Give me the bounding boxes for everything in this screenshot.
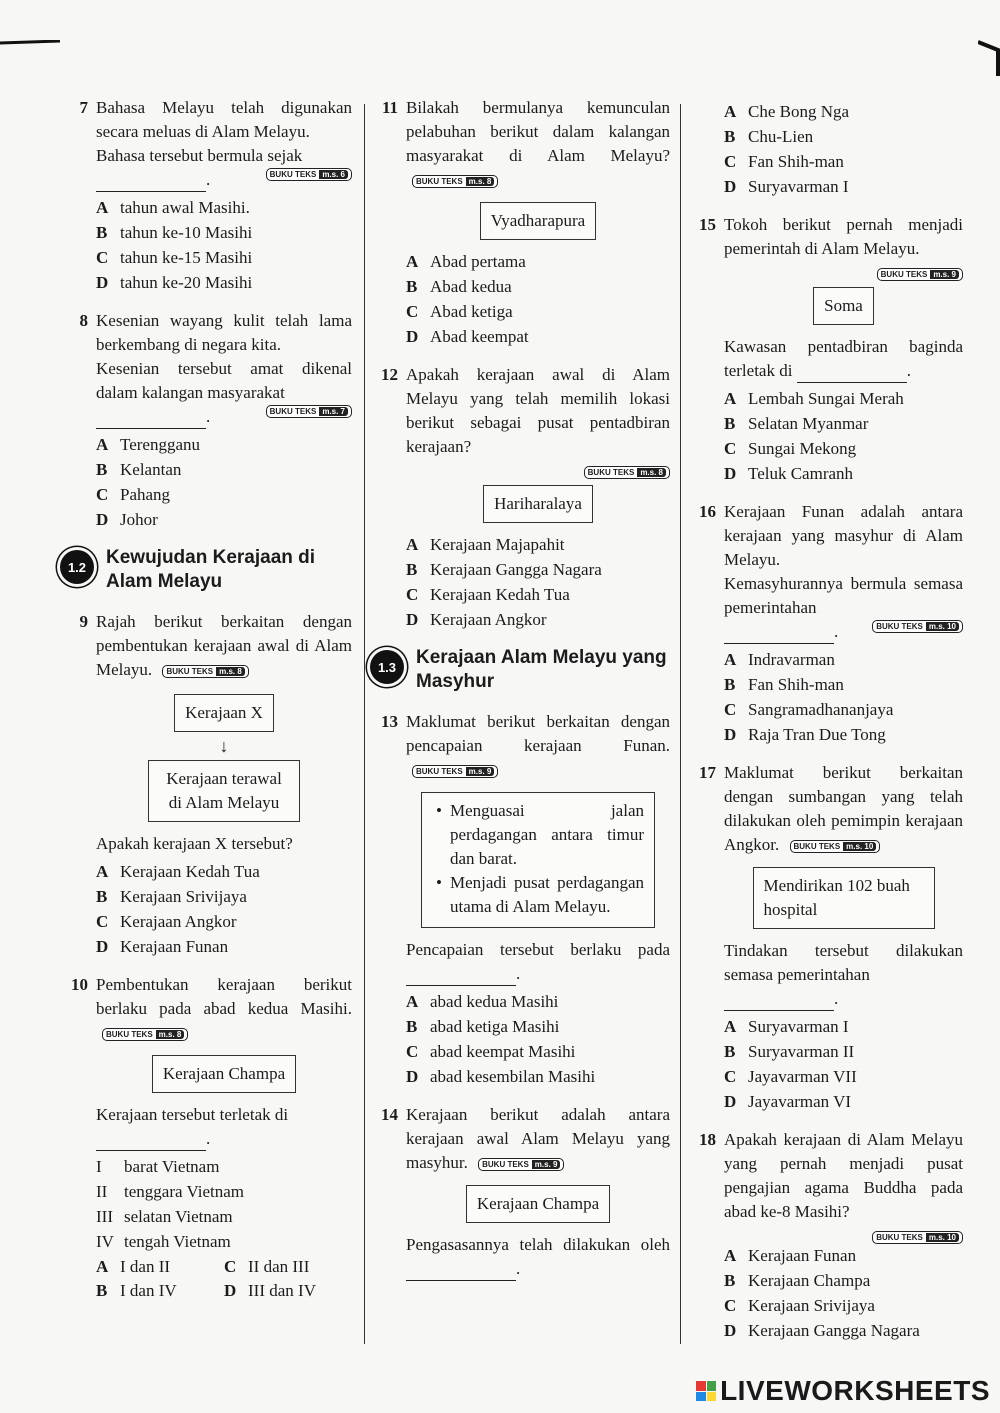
- info-box: Kerajaan Champa: [466, 1185, 610, 1223]
- textbook-reference: BUKU TEKS m.s. 9: [412, 765, 498, 778]
- info-box: Mendirikan 102 buah hospital: [753, 867, 935, 929]
- option-d[interactable]: D Suryavarman I: [724, 177, 849, 196]
- section-number-badge: 1.3: [370, 650, 404, 684]
- diagram-box-kerajaan-terawal: Kerajaan terawal di Alam Melayu: [148, 760, 300, 822]
- question-14-options: [688, 100, 963, 199]
- options: [724, 100, 963, 199]
- option-c[interactable]: C Jayavarman VII: [724, 1067, 857, 1086]
- section-heading-1-3: [370, 646, 670, 694]
- question-stem: Bilakah bermulanya kemunculan pelabuhan berikut dalam kalangan masyarakat di Alam Melayu? BUKU TEKS m.s. 8: [406, 98, 670, 186]
- question-number: 11: [381, 98, 398, 117]
- section-number-badge: 1.2: [60, 550, 94, 584]
- question-12: [370, 363, 670, 632]
- liveworksheets-icon: [696, 1381, 716, 1401]
- question-stem: Kesenian wayang kulit telah lama berkembang di negara kita.: [96, 311, 352, 354]
- textbook-reference: BUKU TEKS m.s. 8: [162, 665, 248, 678]
- question-8: [60, 309, 352, 532]
- section-heading-1-2: [60, 546, 352, 594]
- question-stem: Tokoh berikut pernah menjadi pemerintah di Alam Melayu.: [724, 215, 963, 258]
- question-stem-2: Bahasa tersebut bermula sejak: [96, 146, 303, 165]
- question-number: 9: [79, 612, 88, 631]
- option-b[interactable]: B Kerajaan Champa: [724, 1271, 871, 1290]
- option-d[interactable]: D Kerajaan Funan: [96, 937, 229, 956]
- option-d[interactable]: D Raja Tran Due Tong: [724, 725, 886, 744]
- question-stem: Maklumat berikut berkaitan dengan pencapaian kerajaan Funan. BUKU TEKS m.s. 9: [406, 712, 670, 776]
- option-d[interactable]: D Teluk Camranh: [724, 464, 854, 483]
- option-b[interactable]: B Abad kedua: [406, 277, 512, 296]
- option-d[interactable]: D tahun ke-20 Masihi: [96, 273, 253, 292]
- diagram-box-kerajaan-x: Kerajaan X: [174, 694, 274, 732]
- option-b[interactable]: B Selatan Myanmar: [724, 414, 869, 433]
- options: [724, 1015, 963, 1114]
- liveworksheets-logo: [696, 1375, 990, 1407]
- options: [96, 196, 352, 295]
- option-c[interactable]: C Fan Shih-man: [724, 152, 844, 171]
- question-stem: Kerajaan berikut adalah antara kerajaan awal Alam Melayu yang masyhur. BUKU TEKS m.s. 9: [406, 1105, 670, 1172]
- bullet-item: • Menjadi pusat perdagangan utama di Alam Melayu.: [434, 871, 644, 919]
- question-18: [688, 1128, 963, 1343]
- answer-blank[interactable]: [96, 412, 206, 429]
- question-stem: Maklumat berikut berkaitan dengan sumbangan yang telah dilakukan oleh pemimpin kerajaan Angkor. BUKU TEKS m.s. 10: [724, 763, 963, 854]
- answer-blank[interactable]: [724, 994, 834, 1011]
- bullet-item: • Menguasai jalan perdagangan antara timur dan barat.: [434, 799, 644, 871]
- column-divider: [680, 104, 681, 1344]
- question-15: [688, 213, 963, 486]
- arrow-down-icon: ↓: [219, 736, 229, 756]
- question-number: 8: [79, 311, 88, 330]
- option-d[interactable]: D III dan IV: [224, 1281, 316, 1300]
- option-a[interactable]: A tahun awal Masihi.: [96, 198, 250, 217]
- option-b[interactable]: B Fan Shih-man: [724, 675, 844, 694]
- question-17: [688, 761, 963, 1114]
- option-c[interactable]: C Kerajaan Srivijaya: [724, 1296, 875, 1315]
- question-end: .: [834, 622, 839, 641]
- textbook-reference: BUKU TEKS m.s. 10: [790, 840, 881, 853]
- options: [406, 533, 670, 632]
- question-number: 14: [381, 1105, 398, 1124]
- option-b[interactable]: B Suryavarman II: [724, 1042, 855, 1061]
- textbook-reference: BUKU TEKS m.s. 6: [266, 168, 352, 181]
- option-a[interactable]: A Lembah Sungai Merah: [724, 389, 904, 408]
- question-16: [688, 500, 963, 747]
- textbook-reference: BUKU TEKS m.s. 8: [584, 466, 670, 479]
- question-prompt: Kerajaan tersebut terletak di: [96, 1105, 289, 1124]
- option-a[interactable]: A abad kedua Masihi: [406, 992, 559, 1011]
- statement-iv: IV tengah Vietnam: [96, 1232, 231, 1251]
- option-d[interactable]: D Jayavarman VI: [724, 1092, 852, 1111]
- question-stem-2: Kesenian tersebut amat dikenal dalam kalangan masyarakat: [96, 359, 352, 402]
- answer-blank[interactable]: [96, 175, 206, 192]
- question-stem: Apakah kerajaan di Alam Melayu yang pernah menjadi pusat pengajian agama Buddha pada abad ke-8 Masihi?: [724, 1130, 963, 1221]
- options: [96, 433, 352, 532]
- options: [406, 990, 670, 1089]
- question-7: [60, 96, 352, 295]
- option-c[interactable]: C tahun ke-15 Masihi: [96, 248, 253, 267]
- textbook-reference: BUKU TEKS m.s. 10: [872, 1231, 963, 1244]
- option-d[interactable]: D Kerajaan Gangga Nagara: [724, 1321, 920, 1340]
- info-box: Vyadharapura: [480, 202, 596, 240]
- question-end: .: [206, 1129, 211, 1148]
- option-b[interactable]: B I dan IV: [96, 1281, 177, 1300]
- question-end: .: [834, 989, 839, 1008]
- option-a[interactable]: A Terengganu: [96, 435, 200, 454]
- option-c[interactable]: C II dan III: [224, 1257, 310, 1276]
- textbook-reference: BUKU TEKS m.s. 10: [872, 620, 963, 633]
- question-14: [370, 1103, 670, 1281]
- info-box: Soma: [813, 287, 874, 325]
- info-box: Hariharalaya: [483, 485, 593, 523]
- question-number: 12: [381, 365, 398, 384]
- question-stem: Pembentukan kerajaan berikut berlaku pada abad kedua Masihi. BUKU TEKS m.s. 8: [96, 975, 352, 1039]
- question-stem-2: Kemasyhurannya bermula semasa pemerintahan: [724, 574, 963, 617]
- column-2: [370, 96, 670, 1295]
- answer-blank[interactable]: [96, 1134, 206, 1151]
- option-d[interactable]: D Johor: [96, 510, 158, 529]
- textbook-reference: BUKU TEKS m.s. 8: [102, 1028, 188, 1041]
- options: [724, 387, 963, 486]
- scan-mark-right-icon: [978, 38, 1000, 78]
- option-d[interactable]: D Kerajaan Angkor: [406, 610, 547, 629]
- scan-mark-left-icon: [0, 40, 60, 46]
- option-a[interactable]: A Abad pertama: [406, 252, 526, 271]
- option-a[interactable]: A Indravarman: [724, 650, 835, 669]
- question-prompt: Tindakan tersebut dilakukan semasa pemerintahan: [724, 941, 963, 984]
- question-stem: Bahasa Melayu telah digunakan secara meluas di Alam Melayu.: [96, 98, 352, 141]
- options: [406, 250, 670, 349]
- statement-iii: III selatan Vietnam: [96, 1207, 233, 1226]
- question-prompt: Pengasasannya telah dilakukan oleh .: [406, 1233, 670, 1281]
- option-c[interactable]: C Kerajaan Kedah Tua: [406, 585, 570, 604]
- question-13: [370, 710, 670, 1089]
- question-prompt: Pencapaian tersebut berlaku pada .: [406, 938, 670, 986]
- answer-blank[interactable]: [724, 627, 834, 644]
- section-title: Kewujudan Kerajaan di Alam Melayu: [106, 547, 316, 592]
- answer-blank[interactable]: [406, 969, 516, 986]
- textbook-reference: BUKU TEKS m.s. 7: [266, 405, 352, 418]
- options: [724, 648, 963, 747]
- question-end: .: [206, 407, 211, 426]
- statement-i: I barat Vietnam: [96, 1157, 220, 1176]
- option-a[interactable]: A Suryavarman I: [724, 1017, 849, 1036]
- option-a[interactable]: A Kerajaan Kedah Tua: [96, 862, 260, 881]
- question-number: 10: [71, 975, 88, 994]
- question-number: 18: [699, 1130, 716, 1149]
- statement-ii: II tenggara Vietnam: [96, 1182, 244, 1201]
- option-a[interactable]: A Che Bong Nga: [724, 102, 850, 121]
- options: [96, 1255, 352, 1279]
- question-number: 13: [381, 712, 398, 731]
- textbook-reference: BUKU TEKS m.s. 9: [478, 1158, 564, 1171]
- answer-blank[interactable]: [797, 366, 907, 383]
- question-stem: Apakah kerajaan awal di Alam Melayu yang telah memilih lokasi berikut sebagai pusat pentadbiran kerajaan?: [406, 365, 670, 456]
- question-prompt: Kawasan pentadbiran baginda terletak di .: [724, 335, 963, 383]
- question-number: 16: [699, 502, 716, 521]
- question-11: [370, 96, 670, 349]
- info-box: [421, 792, 655, 928]
- column-3: [688, 96, 963, 1357]
- option-b[interactable]: B Kerajaan Gangga Nagara: [406, 560, 602, 579]
- textbook-reference: BUKU TEKS m.s. 9: [877, 268, 963, 281]
- option-c[interactable]: C Sungai Mekong: [724, 439, 857, 458]
- option-c[interactable]: C Kerajaan Angkor: [96, 912, 237, 931]
- question-number: 7: [79, 98, 88, 117]
- option-a[interactable]: A Kerajaan Funan: [724, 1246, 857, 1265]
- option-c[interactable]: C Sangramadhananjaya: [724, 700, 894, 719]
- question-stem: Rajah berikut berkaitan dengan pembentukan kerajaan awal di Alam Melayu. BUKU TEKS m.s. 8: [96, 612, 352, 679]
- option-d[interactable]: D Abad keempat: [406, 327, 529, 346]
- option-b[interactable]: B abad ketiga Masihi: [406, 1017, 560, 1036]
- option-a[interactable]: A Kerajaan Majapahit: [406, 535, 565, 554]
- option-c[interactable]: C abad keempat Masihi: [406, 1042, 576, 1061]
- column-divider: [364, 104, 365, 1344]
- question-prompt: Apakah kerajaan X tersebut?: [96, 834, 293, 853]
- question-number: 17: [699, 763, 716, 782]
- option-b[interactable]: B Kelantan: [96, 460, 182, 479]
- option-b[interactable]: B Kerajaan Srivijaya: [96, 887, 247, 906]
- question-end: .: [206, 170, 211, 189]
- question-9: [60, 610, 352, 959]
- question-number: 15: [699, 215, 716, 234]
- question-stem: Kerajaan Funan adalah antara kerajaan yang masyhur di Alam Melayu.: [724, 502, 963, 569]
- option-b[interactable]: B Chu-Lien: [724, 127, 814, 146]
- option-b[interactable]: B tahun ke-10 Masihi: [96, 223, 253, 242]
- section-title: Kerajaan Alam Melayu yang Masyhur: [416, 647, 667, 692]
- question-10: [60, 973, 352, 1303]
- option-a[interactable]: A I dan II: [96, 1257, 171, 1276]
- info-box: Kerajaan Champa: [152, 1055, 296, 1093]
- answer-blank[interactable]: [406, 1264, 516, 1281]
- options: [724, 1244, 963, 1343]
- textbook-reference: BUKU TEKS m.s. 8: [412, 175, 498, 188]
- option-c[interactable]: C Abad ketiga: [406, 302, 513, 321]
- options: [96, 860, 352, 959]
- column-1: [60, 96, 352, 1317]
- liveworksheets-wordmark: LIVEWORKSHEETS: [720, 1375, 990, 1406]
- option-c[interactable]: C Pahang: [96, 485, 171, 504]
- statements: [96, 1155, 352, 1254]
- option-d[interactable]: D abad kesembilan Masihi: [406, 1067, 596, 1086]
